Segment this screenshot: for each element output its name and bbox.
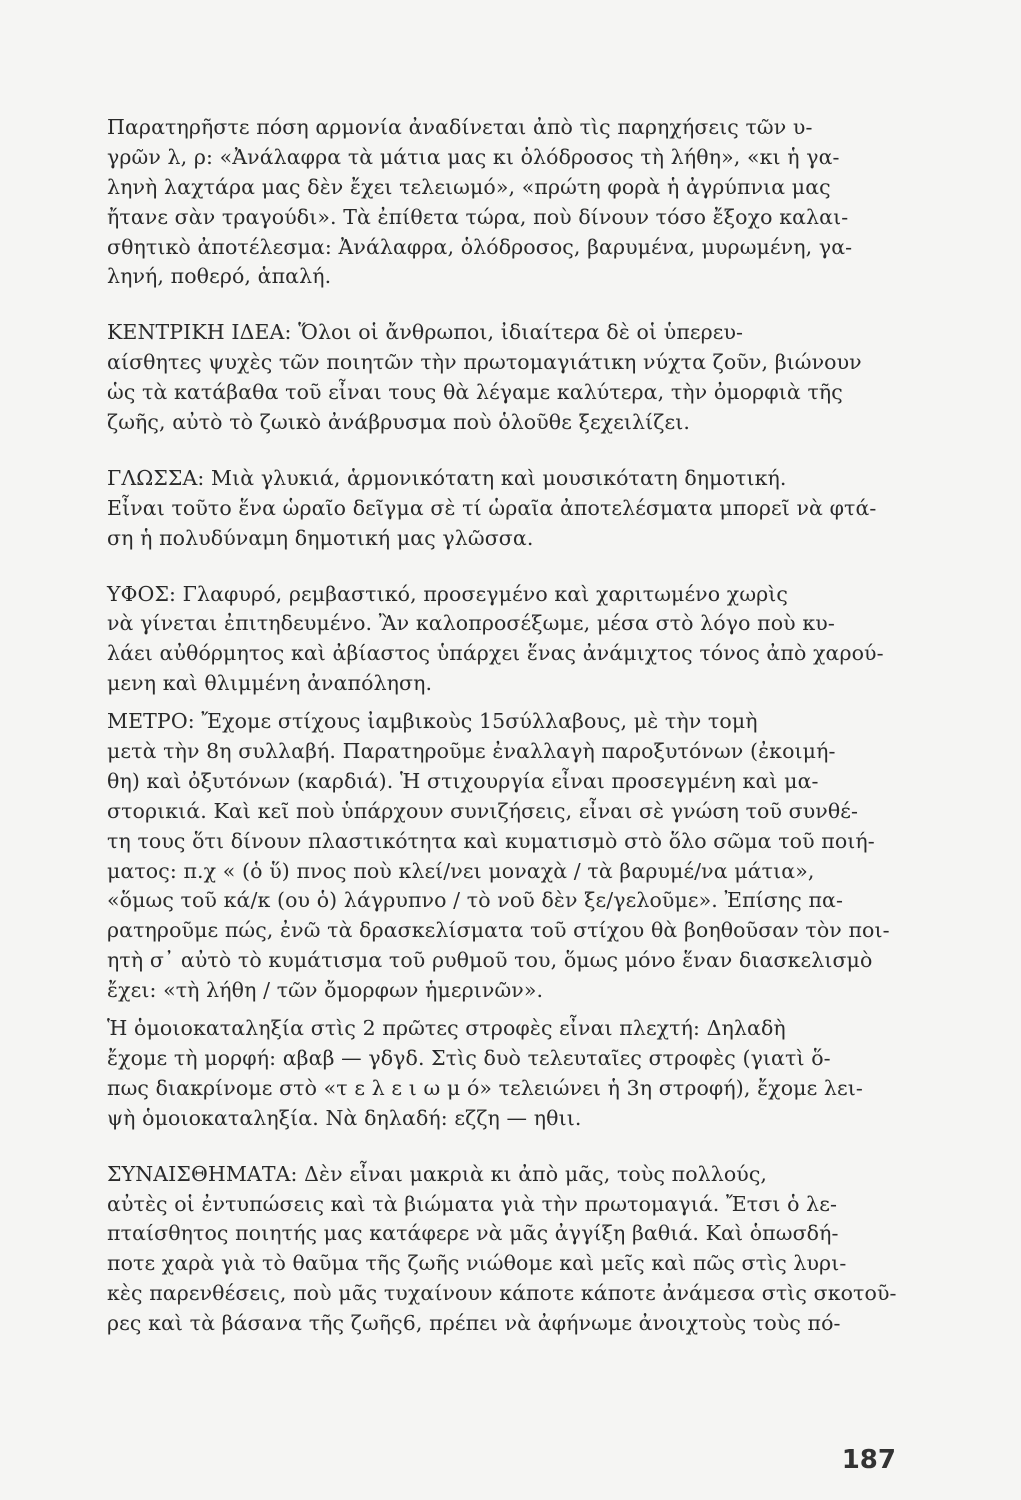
text-line: ἔχομε τὴ μορφή: αβαβ — γδγδ. Στὶς δυὸ τελευταῖες στροφὲς (γιατὶ ὅ- [107, 1045, 831, 1070]
paragraph-style [107, 580, 907, 700]
paragraph-rhyme [107, 1014, 907, 1134]
text-line: κὲς παρενθέσεις, ποὺ μᾶς τυχαίνουν κάποτε κάποτε ἀνάμεσα στὶς σκοτοῦ- [107, 1281, 897, 1306]
text-line: ρες καὶ τὰ βάσανα τῆς ζωῆς6, πρέπει νὰ ἀφήνωμε ἀνοιχτοὺς τοὺς πό- [107, 1311, 841, 1336]
text-line: πως διακρίνομε στὸ «τ ε λ ε ι ω μ ό» τελειώνει ἡ 3η στροφή), ἔχομε λει- [107, 1075, 863, 1100]
paragraph-central-idea [107, 318, 907, 438]
text-line: γρῶν λ, ρ: «Ἀνάλαφρα τὰ μάτια μας κι ὁλόδροσος τὴ λήθη», «κι ἡ γα- [107, 144, 840, 169]
text-line: ληνὴ λαχτάρα μας δὲν ἔχει τελειωμό», «πρώτη φορὰ ἡ ἀγρύπνια μας [107, 174, 831, 199]
text-line: ζωῆς, αὐτὸ τὸ ζωικὸ ἀνάβρυσμα ποὺ ὁλοῦθε ξεχειλίζει. [107, 410, 690, 435]
text-line: ΥΦΟΣ: Γλαφυρό, ρεμβαστικό, προσεγμένο καὶ χαριτωμένο χωρὶς [107, 581, 789, 606]
text-line: Παρατηρῆστε πόση αρμονία ἀναδίνεται ἀπὸ τὶς παρηχήσεις τῶν υ- [107, 115, 813, 139]
text-line: «ὅμως τοῦ κά/κ (ου ὁ) λάγρυπνο / τὸ νοῦ δὲν ξε/γελοῦμε». Ἐπίσης πα- [107, 888, 843, 913]
text-line: ποτε χαρὰ γιὰ τὸ θαῦμα τῆς ζωῆς νιώθομε καὶ μεῖς καὶ πῶς στὶς λυρι- [107, 1251, 847, 1276]
text-line: Ἡ ὁμοιοκαταληξία στὶς 2 πρῶτες στροφὲς εἶναι πλεχτή: Δηλαδὴ [107, 1016, 786, 1041]
text-line: ΚΕΝΤΡΙΚΗ ΙΔΕΑ: Ὅλοι οἱ ἄνθρωποι, ἰδιαίτερα δὲ οἱ ὑπερευ- [107, 320, 744, 345]
text-line: ητὴ σ᾽ αὐτὸ τὸ κυμάτισμα τοῦ ρυθμοῦ του, ὅμως μόνο ἕναν διασκελισμὸ [107, 948, 873, 973]
text-line: μενη καὶ θλιμμένη ἀναπόληση. [107, 671, 433, 696]
text-line: ἤτανε σὰν τραγούδι». Τὰ ἐπίθετα τώρα, ποὺ δίνουν τόσο ἔξοχο καλαι- [107, 204, 849, 229]
text-line: αὐτὲς οἱ ἐντυπώσεις καὶ τὰ βιώματα γιὰ τὴν πρωτομαγιά. Ἔτσι ὁ λε- [107, 1191, 837, 1216]
text-line: ψὴ ὁμοιοκαταληξία. Νὰ δηλαδή: εζζη — ηθιι. [107, 1105, 582, 1130]
paragraph-emotions [107, 1160, 907, 1339]
text-line: τη τους ὅτι δίνουν πλαστικότητα καὶ κυματισμὸ στὸ ὅλο σῶμα τοῦ ποιή- [107, 828, 875, 853]
text-line: ἔχει: «τὴ λήθη / τῶν ὄμορφων ἡμερινῶν». [107, 978, 544, 1003]
paragraph-alliteration [107, 113, 907, 292]
text-line: ΓΛΩΣΣΑ: Μιὰ γλυκιά, ἁρμονικότατη καὶ μουσικότατη δημοτική. [107, 465, 787, 490]
text-line: νὰ γίνεται ἐπιτηδευμένο. Ἂν καλοπροσέξωμε, μέσα στὸ λόγο ποὺ κυ- [107, 611, 835, 636]
paragraph-meter [107, 707, 907, 1006]
text-line: αίσθητες ψυχὲς τῶν ποιητῶν τὴν πρωτομαγιάτικη νύχτα ζοῦν, βιώνουν [107, 350, 862, 375]
text-line: σθητικὸ ἀποτέλεσμα: Ἀνάλαφρα, ὁλόδροσος, βαρυμένα, μυρωμένη, γα- [107, 234, 853, 259]
text-column [107, 113, 907, 1339]
page-number: 187 [841, 1445, 896, 1475]
text-line: ση ἡ πολυδύναμη δημοτική μας γλῶσσα. [107, 525, 534, 550]
text-line: λάει αὐθόρμητος καὶ ἀβίαστος ὑπάρχει ἕνας ἀνάμιχτος τόνος ἀπὸ χαρού- [107, 641, 884, 666]
text-line: ματος: π.χ « (ὁ ὕ) πνος ποὺ κλεί/νει μοναχὰ / τὰ βαρυμέ/να μάτια», [107, 858, 815, 883]
text-line: Εἶναι τοῦτο ἕνα ὡραῖο δεῖγμα σὲ τί ὡραῖα ἀποτελέσματα μπορεῖ νὰ φτά- [107, 495, 877, 520]
text-line: ληνή, ποθερό, ἁπαλή. [107, 264, 332, 289]
text-line: θη) καὶ ὀξυτόνων (καρδιά). Ἡ στιχουργία εἶναι προσεγμένη καὶ μα- [107, 768, 819, 793]
text-line: ὡς τὰ κατάβαθα τοῦ εἶναι τους θὰ λέγαμε καλύτερα, τὴν ὀμορφιὰ τῆς [107, 380, 843, 405]
text-line: ΜΕΤΡΟ: Ἔχομε στίχους ἰαμβικοὺς 15σύλλαβους, μὲ τὴν τομὴ [107, 709, 758, 734]
text-line: στορικιά. Καὶ κεῖ ποὺ ὑπάρχουν συνιζήσεις, εἶναι σὲ γνώση τοῦ συνθέ- [107, 798, 859, 823]
paragraph-language [107, 464, 907, 554]
text-line: πταίσθητος ποιητής μας κατάφερε νὰ μᾶς ἀγγίξη βαθιά. Καὶ ὁπωσδή- [107, 1221, 839, 1246]
text-line: μετὰ τὴν 8η συλλαβή. Παρατηροῦμε ἐναλλαγὴ παροξυτόνων (ἐκοιμή- [107, 739, 836, 764]
text-line: ΣΥΝΑΙΣΘΗΜΑΤΑ: Δὲν εἶναι μακριὰ κι ἀπὸ μᾶς, τοὺς πολλούς, [107, 1161, 768, 1186]
text-line: ρατηροῦμε πώς, ἐνῶ τὰ δρασκελίσματα τοῦ στίχου θὰ βοηθοῦσαν τὸν ποι- [107, 918, 890, 943]
